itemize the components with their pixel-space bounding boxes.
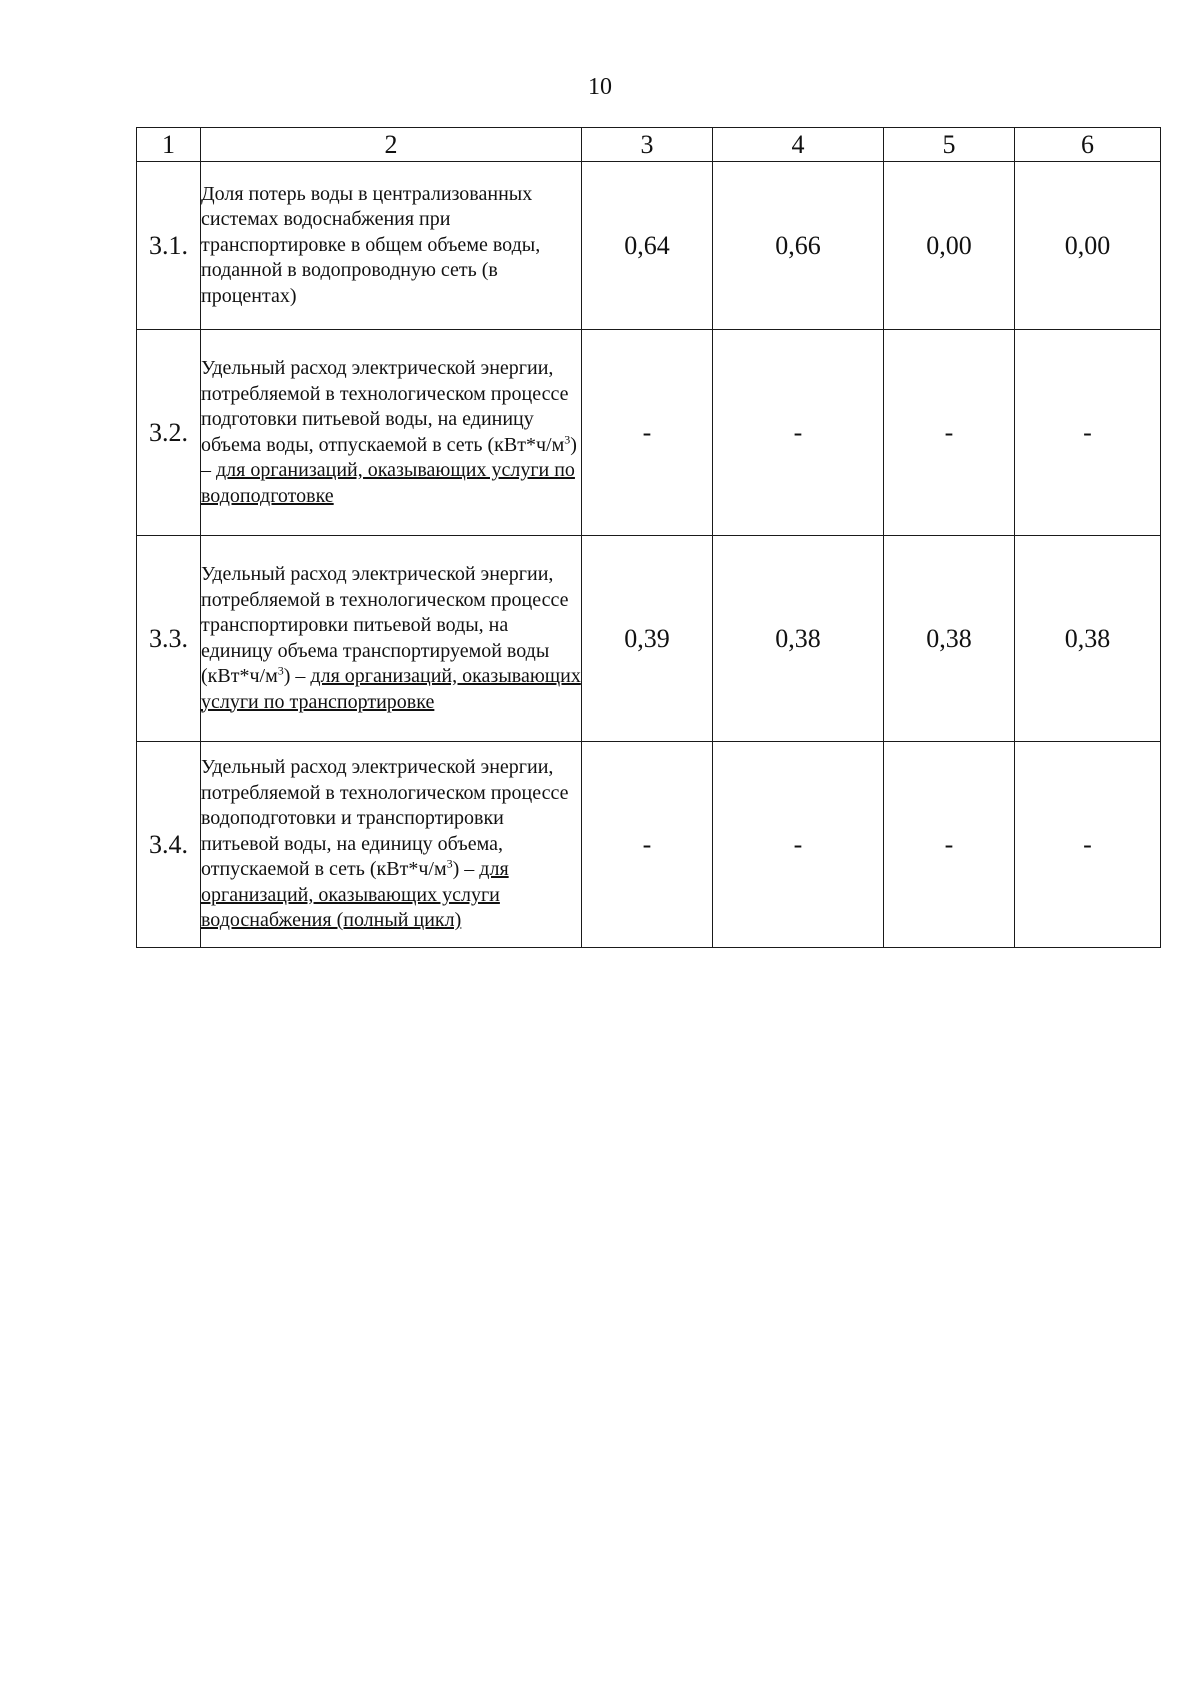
row-number: 3.4. — [137, 742, 201, 948]
table-row — [137, 536, 1161, 742]
description-text: ) – — [201, 433, 577, 481]
superscript: 3 — [446, 856, 453, 871]
value-cell: 0,00 — [1015, 162, 1161, 330]
value-cell: 0,00 — [884, 162, 1015, 330]
underlined-text: для организаций, оказывающих услуги водоснабжения (полный цикл) — [201, 858, 509, 932]
value-cell: - — [582, 742, 713, 948]
underlined-text: для организаций, оказывающих услуги по водоподготовке — [201, 459, 575, 507]
row-number: 3.3. — [137, 536, 201, 742]
description-text: ) – — [283, 665, 311, 687]
row-number: 3.2. — [137, 330, 201, 536]
description-text: Удельный расход электрической энергии, потребляемой в технологическом процессе подготовки питьевой воды, на единицу объема воды, отпускаемой в сеть (кВт*ч/м — [201, 357, 569, 456]
value-cell: - — [1015, 330, 1161, 536]
description-text: Удельный расход электрической энергии, потребляемой в технологическом процессе водоподготовки и транспортировки питьевой воды, на единицу объема, отпускаемой в сеть (кВт*ч/м — [201, 756, 569, 881]
value-cell: - — [713, 742, 884, 948]
header-cell-4: 4 — [713, 128, 884, 162]
table-header-row — [137, 128, 1161, 162]
value-cell: - — [1015, 742, 1161, 948]
value-cell: - — [884, 330, 1015, 536]
row-number: 3.1. — [137, 162, 201, 330]
row-description — [201, 330, 582, 536]
row-description — [201, 536, 582, 742]
value-cell: - — [713, 330, 884, 536]
superscript: 3 — [564, 431, 571, 446]
row-description — [201, 742, 582, 948]
superscript: 3 — [277, 663, 284, 678]
value-cell: 0,38 — [1015, 536, 1161, 742]
value-cell: 0,38 — [884, 536, 1015, 742]
value-cell: 0,66 — [713, 162, 884, 330]
page-number: 10 — [588, 74, 612, 100]
description-text: Удельный расход электрической энергии, потребляемой в технологическом процессе транспортировки питьевой воды, на единицу объема транспортируемой воды (кВт*ч/м — [201, 563, 569, 687]
row-description: Доля потерь воды в централизованных системах водоснабжения при транспортировке в общем объеме воды, поданной в водопроводную сеть (в процентах) — [201, 162, 582, 330]
header-cell-3: 3 — [582, 128, 713, 162]
description-text: ) – — [452, 858, 480, 881]
table-row — [137, 742, 1161, 948]
value-cell: 0,38 — [713, 536, 884, 742]
value-cell: 0,39 — [582, 536, 713, 742]
value-cell: - — [884, 742, 1015, 948]
table-row — [137, 330, 1161, 536]
indicators-table — [136, 127, 1161, 948]
header-cell-2: 2 — [201, 128, 582, 162]
table-row — [137, 162, 1161, 330]
value-cell: - — [582, 330, 713, 536]
header-cell-6: 6 — [1015, 128, 1161, 162]
underlined-text: для организаций, оказывающих услуги по транспортировке — [201, 665, 581, 713]
header-cell-1: 1 — [137, 128, 201, 162]
header-cell-5: 5 — [884, 128, 1015, 162]
value-cell: 0,64 — [582, 162, 713, 330]
